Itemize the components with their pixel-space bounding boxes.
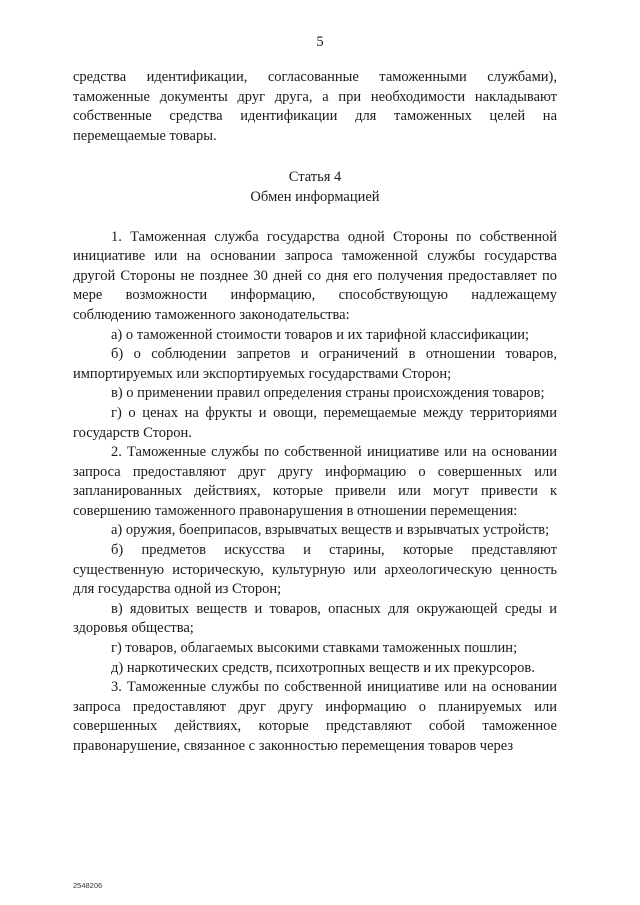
paragraph-2e: д) наркотических средств, психотропных веществ и их прекурсоров. (111, 659, 535, 676)
document-body (73, 68, 557, 757)
paragraph-1b: б) о соблюдении запретов и ограничений в отношении товаров, импортируемых или экспортируемых государствами Сторон; (73, 346, 557, 382)
paragraph-2: 2. Таможенные службы по собственной инициативе или на основании запроса предоставляют друг другу информацию о совершенных или запланированных действиях, которые привели или могут привести к совершению таможенного правонарушения в отношении перемещения: (73, 444, 557, 519)
article-number: Статья 4 (288, 169, 342, 186)
section-gap (73, 208, 557, 228)
article-title: Обмен информацией (250, 188, 380, 205)
paragraph-1: 1. Таможенная служба государства одной Стороны по собственной инициативе или на основании запроса таможенной службы государства другой Стороны не позднее 30 дней со дня его получения предоставляет по мере возможности информацию, способствующую надлежащему соблюдению таможенного законодательства: (73, 228, 557, 323)
intro-paragraph: средства идентификации, согласованные таможенными службами), таможенные документы друг друга, а при необходимости накладывают собственные средства идентификации для таможенных целей на перемещаемые товары. (73, 69, 557, 144)
paragraph-2d: г) товаров, облагаемых высокими ставками таможенных пошлин; (111, 640, 518, 657)
paragraph-3: 3. Таможенные службы по собственной инициативе или на основании запроса предоставляют друг другу информацию о планируемых или совершенных действиях, которые представляют собой таможенное правонарушение, связанное с законностью перемещения товаров через (73, 679, 557, 754)
document-code: 2548206 (73, 881, 103, 890)
paragraph-2c: в) ядовитых веществ и товаров, опасных для окружающей среды и здоровья общества; (73, 600, 557, 637)
paragraph-2a: а) оружия, боеприпасов, взрывчатых веществ и взрывчатых устройств; (111, 522, 550, 539)
page-number: 5 (316, 34, 324, 50)
paragraph-2b: б) предметов искусства и старины, которые представляют существенную историческую, культурную или археологическую ценность для государства одной из Сторон; (73, 542, 557, 598)
paragraph-1d: г) о ценах на фрукты и овощи, перемещаемые между территориями государств Сторон. (73, 404, 557, 441)
paragraph-1c: в) о применении правил определения страны происхождения товаров; (111, 385, 545, 402)
paragraph-1a: а) о таможенной стоимости товаров и их тарифной классификации; (111, 326, 530, 343)
